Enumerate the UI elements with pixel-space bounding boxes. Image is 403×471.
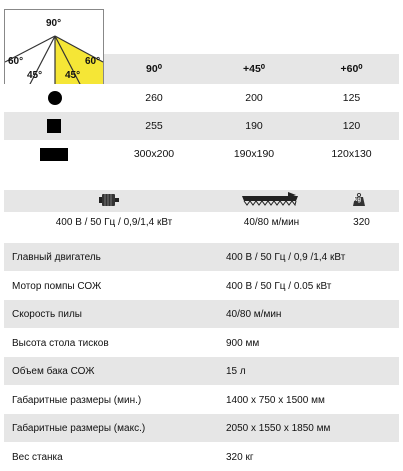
- shape-cell-circle: [4, 84, 104, 112]
- cutting-angle-diagram: [4, 9, 104, 85]
- spec-value: 400 В / 50 Гц / 0,9 /1,4 кВт: [226, 251, 346, 263]
- summary-speed-value: 40/80 м/мин: [243, 216, 300, 228]
- spec-label: Габаритные размеры (макс.): [12, 422, 146, 434]
- summary-weight-value: 320: [353, 216, 370, 228]
- spec-row-coolant-tank: [4, 357, 399, 385]
- spec-row-coolant-pump: [4, 272, 399, 300]
- summary-icon-row: [4, 190, 399, 210]
- spec-label: Мотор помпы СОЖ: [12, 280, 102, 292]
- spec-label: Объем бака СОЖ: [12, 365, 95, 377]
- shape-cell-square: [4, 112, 104, 140]
- header-90: 90⁰: [146, 63, 162, 75]
- angle-label-left-60: 60°: [8, 56, 24, 67]
- capacity-row-circle: [104, 84, 399, 112]
- capacity-header-row: [104, 54, 399, 84]
- circle-icon: [48, 91, 62, 105]
- spec-value: 900 мм: [226, 337, 260, 349]
- spec-row-saw-speed: [4, 300, 399, 328]
- circle-90: 260: [145, 92, 163, 104]
- motor-icon: [99, 193, 119, 207]
- spec-value: 40/80 м/мин: [226, 308, 282, 320]
- spec-value: 15 л: [226, 365, 246, 377]
- circle-plus60: 125: [342, 92, 361, 104]
- square-icon: [47, 119, 61, 133]
- header-plus45: +45⁰: [242, 63, 266, 75]
- spec-row-machine-weight: [4, 443, 399, 471]
- spec-row-main-motor: [4, 243, 399, 271]
- square-90: 255: [145, 120, 163, 132]
- spec-value: 1400 х 750 х 1500 мм: [226, 394, 325, 406]
- spec-row-vise-height: [4, 329, 399, 357]
- angle-label-right-60: 60°: [85, 56, 101, 67]
- capacity-row-rectangle: [104, 140, 399, 168]
- shape-cell-rectangle: [4, 140, 104, 168]
- summary-motor-value: 400 В / 50 Гц / 0,9/1,4 кВт: [55, 216, 173, 228]
- circle-plus45: 200: [245, 92, 263, 104]
- weight-icon-text: kg: [354, 197, 362, 203]
- spec-row-dimensions-min: [4, 386, 399, 414]
- weight-kg-icon: [352, 193, 366, 206]
- spec-value: 320 кг: [226, 451, 254, 463]
- rectangle-90: 300x200: [133, 148, 175, 160]
- header-plus60: +60⁰: [340, 63, 363, 75]
- spec-value: 400 В / 50 Гц / 0.05 кВт: [226, 280, 332, 292]
- angle-label-90: 90°: [46, 18, 62, 29]
- spec-label: Главный двигатель: [12, 251, 101, 263]
- spec-label: Габаритные размеры (мин.): [12, 394, 142, 406]
- capacity-row-square: [104, 112, 399, 140]
- spec-row-dimensions-max: [4, 414, 399, 442]
- spec-value: 2050 х 1550 х 1850 мм: [226, 422, 331, 434]
- rectangle-icon: [40, 148, 68, 161]
- square-plus60: 120: [342, 120, 361, 132]
- spec-label: Вес станка: [12, 451, 63, 463]
- rectangle-plus60: 120x130: [331, 148, 372, 160]
- saw-blade-icon: [242, 192, 298, 206]
- rectangle-plus45: 190x190: [233, 148, 275, 160]
- spec-label: Высота стола тисков: [12, 337, 109, 349]
- spec-label: Скорость пилы: [12, 308, 82, 320]
- angle-label-right-45: 45°: [65, 70, 81, 81]
- summary-value-row: [4, 212, 399, 232]
- square-plus45: 190: [245, 120, 263, 132]
- angle-label-left-45: 45°: [27, 70, 43, 81]
- summary-strip: [4, 190, 399, 232]
